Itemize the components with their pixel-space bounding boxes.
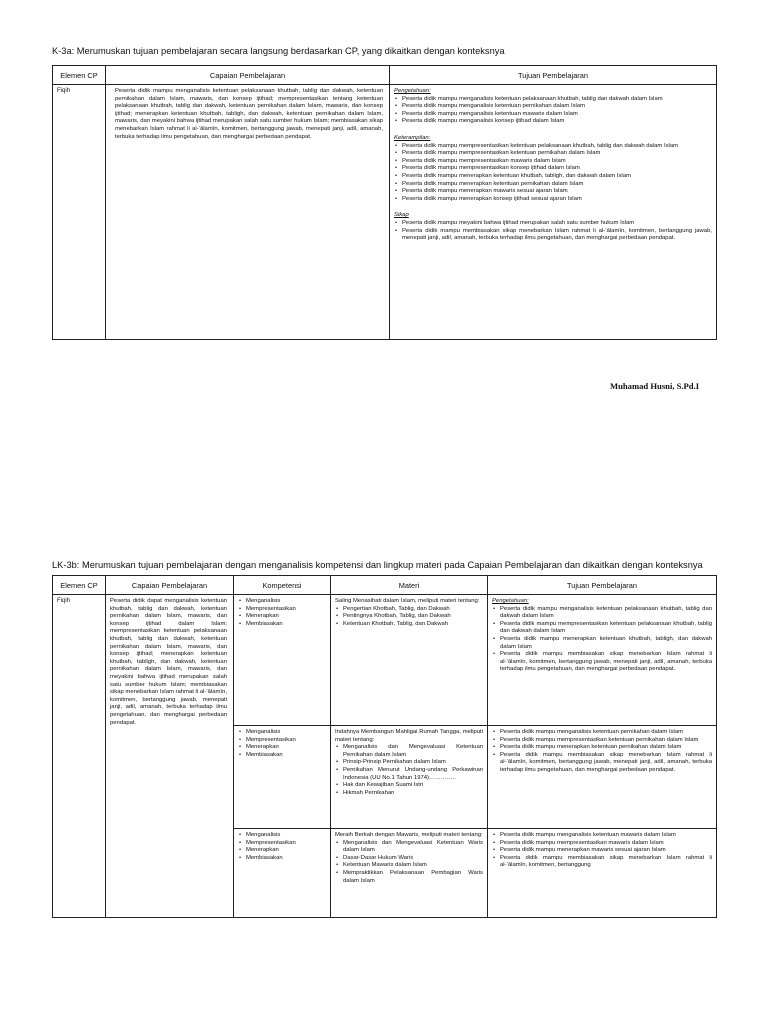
list-item: • Peserta didik mampu menganalisis ketentuan mawaris dalam Islam xyxy=(402,111,712,119)
list-item: • Peserta didik mampu mempresentasikan ketentuan pelaksanaan khutbah, tablig dan dakwah dalam Islam xyxy=(402,143,712,151)
pengetahuan-label: Pengetahuan: xyxy=(394,88,431,94)
list-item: • Mempresentasikan xyxy=(246,737,326,745)
list-item: • Peserta didik mampu menerapkan mawaris sesuai ajaran Islam xyxy=(500,847,712,855)
materi-list xyxy=(335,606,483,629)
tujuan-list xyxy=(492,729,712,775)
list-item: • Peserta didik mampu menerapkan ketentuan khutbah, tabligh, dan dakwah dalam Islam xyxy=(500,636,712,651)
kompetensi-cell xyxy=(234,829,331,918)
header-elemen-cp-b: Elemen CP xyxy=(53,576,106,595)
materi-intro: Indahnya Membangun Mahligai Rumah Tangga, meliputi materi tentang: xyxy=(335,729,483,743)
list-item: • Menganalisis dan Mengevaluasi Ketentuan Pernikahan dalam Islam xyxy=(343,744,483,759)
kompetensi-list xyxy=(238,729,326,759)
section-a-heading: K-3a: Merumuskan tujuan pembelajaran secara langsung berdasarkan CP, yang dikaitkan dengan konteksnya xyxy=(52,46,505,56)
list-item: • Prinsip-Prinsip Pernikahan dalam Islam xyxy=(343,759,483,767)
list-item: • Peserta didik mampu menerapkan ketentuan pernikahan dalam Islam xyxy=(402,181,712,189)
header-tujuan-b: Tujuan Pembelajaran xyxy=(488,576,717,595)
signature: Muhamad Husni, S.Pd.I xyxy=(610,381,700,391)
list-item: • Hak dan Kewajiban Suami Istri xyxy=(343,782,483,790)
table-k3a xyxy=(52,65,717,340)
section-b-heading: LK-3b: Merumuskan tujuan pembelajaran dengan menganalisis kompetensi dan lingkup materi pada Capaian Pembelajaran dan dikaitkan dengan konteksnya xyxy=(52,560,703,570)
list-item: • Peserta didik mampu menganalisis ketentuan pernikahan dalam Islam xyxy=(500,729,712,737)
list-item: • Menganalisis xyxy=(246,729,326,737)
list-item: • Mempresentasikan xyxy=(246,606,326,614)
list-item: • Peserta didik mampu mempresentasikan mawaris dalam Islam xyxy=(500,840,712,848)
tujuan-cell-b xyxy=(488,595,717,726)
list-item: • Ketentuan Mawaris dalam Islam xyxy=(343,862,483,870)
list-item: • Peserta didik mampu mempresentasikan konsep ijtihad dalam Islam xyxy=(402,165,712,173)
list-item: • Membiasakan xyxy=(246,855,326,863)
list-item: • Peserta didik mampu menerapkan ketentuan khutbah, tabligh, dan dakwah dalam Islam xyxy=(402,173,712,181)
table-row xyxy=(53,595,717,726)
header-elemen-cp: Elemen CP xyxy=(53,66,106,85)
list-item: • Mempraktikkan Pelaksanaan Pembagian Waris dalam Islam xyxy=(343,870,483,885)
materi-list xyxy=(335,744,483,797)
list-item: • Peserta didik mampu mempresentasikan ketentuan pernikahan dalam Islam xyxy=(402,150,712,158)
capaian-text: Peserta didik mampu menganalisis ketentuan pelaksanaan khutbah, tablig dan dakwah, ketentuan pernikahan dalam Islam, mawaris, dan konsep ijtihad; mempresentasikan tentang ketentuan pelaksanaan khutbah, tablig dan dakwah, ketentuan pernikahan dalam Islam, mawaris, dan konsep ijtihad; menerapkan ketentuan khutbah, tabligh, dan dakwah, ketentuan pernikahan dalam Islam, mawaris, dan meyakini bahwa ijtihad merupakan salah satu sumber hukum Islam; membiasakan sikap menebarkan Islam rahmat li al-‘ālamīn, komitmen, bertanggung jawab, menepati janji, adil, amanah, terbuka terhadap ilmu pengetahuan, dan menghargai perbedaan pendapat. xyxy=(106,85,390,340)
list-item: • Mempresentasikan xyxy=(246,840,326,848)
elemen-cell-b: Fiqih xyxy=(53,595,106,918)
list-item: • Menerapkan xyxy=(246,744,326,752)
materi-cell xyxy=(331,829,488,918)
capaian-text-b: Peserta didik dapat menganalisis ketentuan khutbah, tablig dan dakwah, ketentuan pernikahan dalam Islam, mawaris, dan konsep ijtihad dalam Islam; mempresentasikan ketentuan pelaksanaan khutbah, tablig dan dakwah, ketentuan pernikahan dalam Islam, mawaris, dan konsep ijtihad; menerapkan ketentuan khutbah, tabligh, dan dakwah, ketentuan pernikahan dalam Islam, mawaris, dan meyakini bahwa ijtihad merupakan salah satu sumber hukum Islam; membiasakan sikap menebarkan Islam rahmat li al-‘ālamīn, komitmen, bertanggung jawab, menepati janji, adil, amanah, terbuka terhadap ilmu pengetahuan, dan menghargai perbedaan pendapat. xyxy=(106,595,234,918)
kompetensi-list xyxy=(238,832,326,862)
tujuan-cell-b xyxy=(488,726,717,829)
list-item: • Peserta didik mampu membiasakan sikap menebarkan Islam rahmat li al-‘ālamīn, komitmen, bertanggung jawab, menepati janji, adil, amanah, terbuka terhadap ilmu pengetahuan, dan menghargai perbedaan pendapat. xyxy=(500,651,712,674)
tujuan-cell-b xyxy=(488,829,717,918)
sikap-list xyxy=(394,220,712,243)
list-item: • Peserta didik mampu menerapkan ketentuan pernikahan dalam Islam xyxy=(500,744,712,752)
list-item: • Peserta didik mampu membiasakan sikap menebarkan Islam rahmat li al-‘ālamīn, komitmen, bertanggung jawab, menepati janji, adil, amanah, terbuka terhadap ilmu pengetahuan, dan menghargai perbedaan pendapat. xyxy=(402,228,712,243)
list-item: • Membiasakan xyxy=(246,752,326,760)
list-item: • Membiasakan xyxy=(246,621,326,629)
list-item: • Peserta didik mampu mempresentasikan ketentuan pelaksanaan khutbah, tablig dan dakwah dalam Islam xyxy=(500,621,712,636)
header-tujuan: Tujuan Pembelajaran xyxy=(390,66,717,85)
list-item: • Peserta didik mampu menerapkan konsep ijtihad sesuai ajaran Islam xyxy=(402,196,712,204)
header-materi: Materi xyxy=(331,576,488,595)
elemen-cell: Fiqih xyxy=(53,85,106,340)
list-item: • Peserta didik mampu mempresentasikan ketentuan pernikahan dalam Islam xyxy=(500,737,712,745)
list-item: • Peserta didik mampu menganalisis ketentuan pernikahan dalam Islam xyxy=(402,103,712,111)
list-item: • Pengertian Khotbah, Tablig, dan Dakwah xyxy=(343,606,483,614)
list-item: • Ketentuan Khotbah, Tablig, dan Dakwah xyxy=(343,621,483,629)
list-item: • Peserta didik mampu membiasakan sikap menebarkan Islam rahmat li al-‘ālamīn, komitmen, bertanggung jawab, menepati janji, adil, amanah, terbuka terhadap ilmu pengetahuan, dan menghargai perbedaan pendapat. xyxy=(500,752,712,775)
list-item: • Menganalisis xyxy=(246,832,326,840)
kompetensi-cell xyxy=(234,595,331,726)
header-capaian: Capaian Pembelajaran xyxy=(106,66,390,85)
list-item: • Menerapkan xyxy=(246,847,326,855)
list-item: • Peserta didik mampu menerapkan mawaris sesuai ajaran Islam xyxy=(402,188,712,196)
materi-intro: Saling Menasihati dalam Islam, meliputi materi tentang: xyxy=(335,598,480,604)
list-item: • Menganalisis xyxy=(246,598,326,606)
tujuan-list xyxy=(492,832,712,870)
kompetensi-list xyxy=(238,598,326,628)
table-lk3b xyxy=(52,575,717,918)
kompetensi-cell xyxy=(234,726,331,829)
list-item: • Peserta didik mampu mempresentasikan mawaris dalam Islam xyxy=(402,158,712,166)
materi-intro: Meraih Berkah dengan Mawaris, meliputi materi tentang: xyxy=(335,832,483,838)
pengetahuan-label-b: Pengetahuan: xyxy=(492,598,529,604)
materi-cell xyxy=(331,726,488,829)
list-item: • Peserta didik mampu menganalisis ketentuan mawaris dalam Islam xyxy=(500,832,712,840)
pengetahuan-list xyxy=(394,96,712,126)
keterampilan-list xyxy=(394,143,712,204)
list-item: • Peserta didik mampu menganalisis ketentuan pelaksanaan khutbah, tablig dan dakwah dalam Islam xyxy=(402,96,712,104)
keterampilan-label: Keterampilan: xyxy=(394,134,431,141)
list-item: • Menganalisis dan Mengevaluasi Ketentuan Waris dalam Islam xyxy=(343,840,483,855)
list-item: • Menerapkan xyxy=(246,613,326,621)
sikap-label: Sikap xyxy=(394,212,409,219)
tujuan-list xyxy=(492,606,712,674)
list-item: • Peserta didik mampu menganalisis konsep ijtihad dalam Islam xyxy=(402,118,712,126)
list-item: • Pentingnya Khotbah, Tablig, dan Dakwah xyxy=(343,613,483,621)
list-item: • Peserta didik mampu membiasakan sikap menebarkan Islam rahmat li al-‘ālamīn, komitmen, bertanggung xyxy=(500,855,712,870)
list-item: • Hikmah Pernikahan xyxy=(343,790,483,798)
header-capaian-b: Capaian Pembelajaran xyxy=(106,576,234,595)
tujuan-cell xyxy=(390,85,717,340)
list-item: • Peserta didik mampu meyakini bahwa ijtihad merupakan salah satu sumber hukum Islam xyxy=(402,220,712,228)
list-item: • Pernikahan Menurut Undang-undang Perkawinan Indonesia (UU No.1 Tahun 1974)………….. xyxy=(343,767,483,782)
header-kompetensi: Kompetensi xyxy=(234,576,331,595)
materi-cell xyxy=(331,595,488,726)
list-item: • Dasar-Dasar Hukum Waris xyxy=(343,855,483,863)
materi-list xyxy=(335,840,483,886)
list-item: • Peserta didik mampu menganalisis ketentuan pelaksanaan khutbah, tablig dan dakwah dalam Islam xyxy=(500,606,712,621)
